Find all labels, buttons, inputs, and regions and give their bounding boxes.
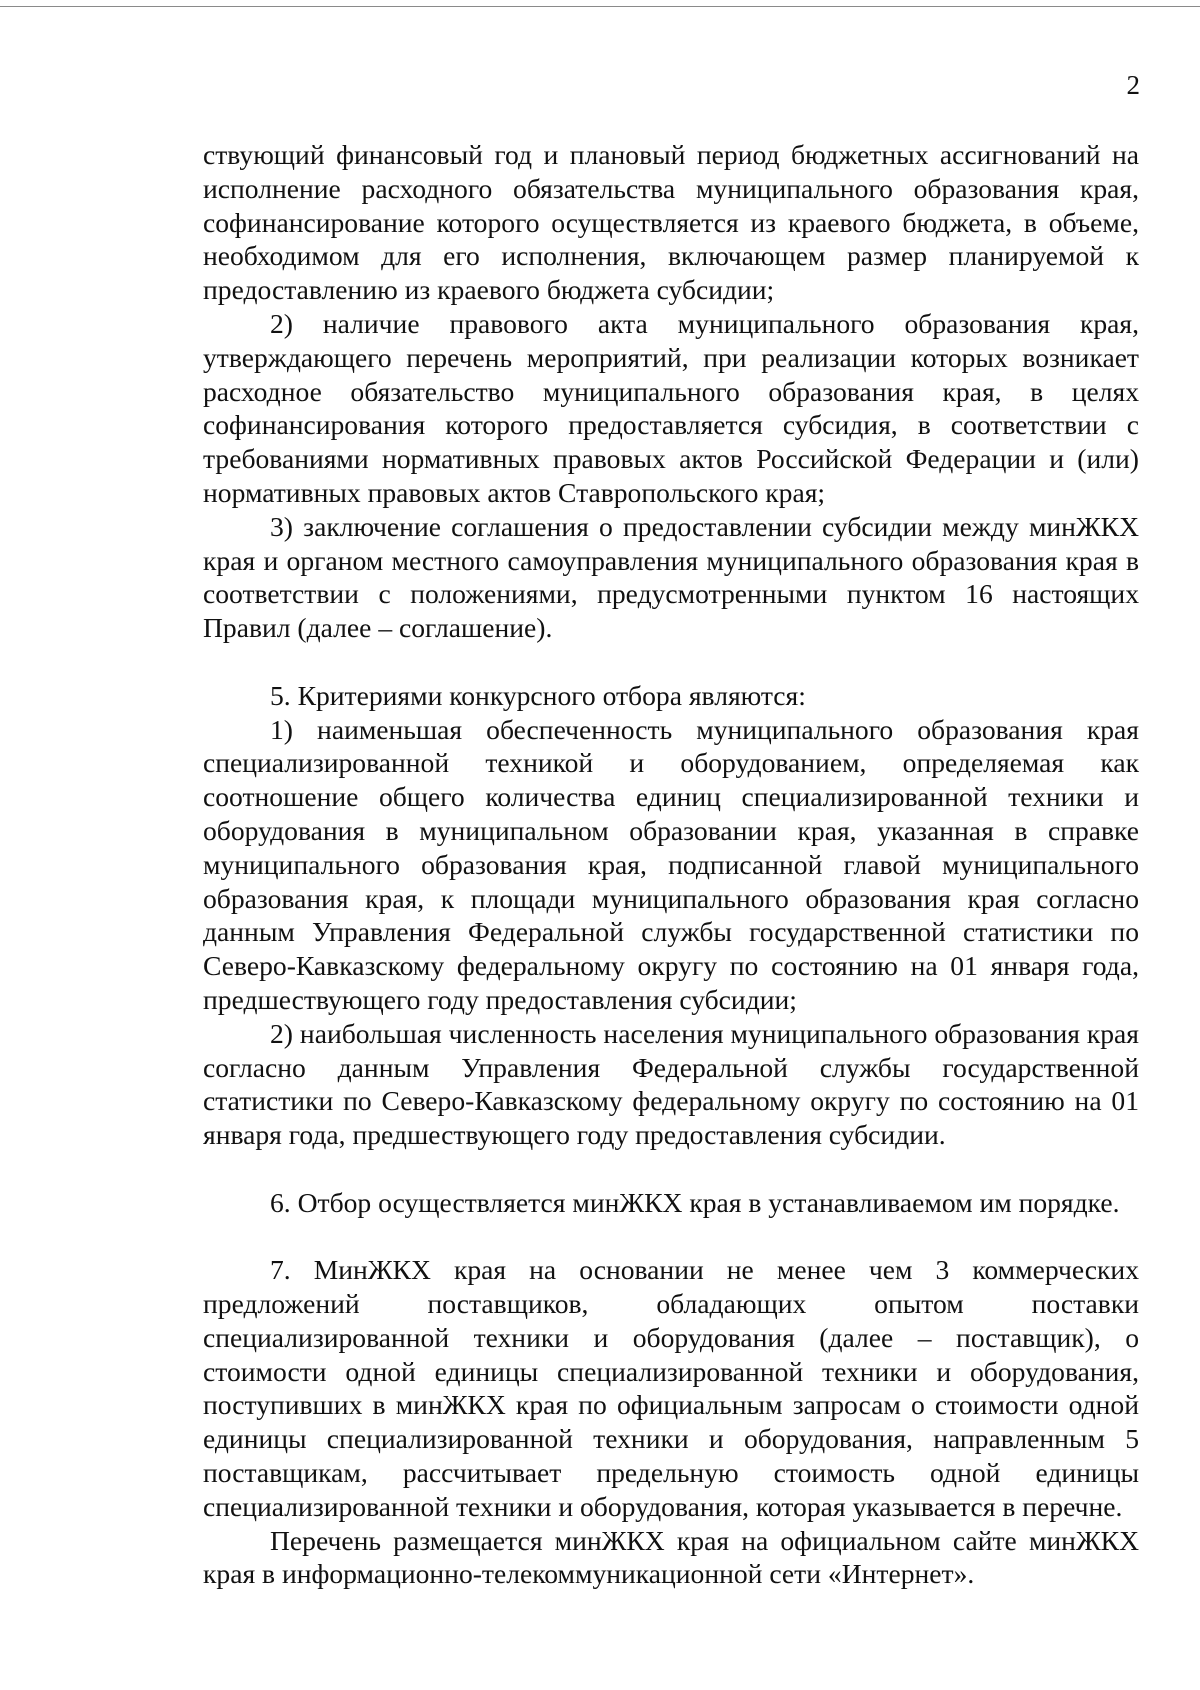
paragraph-section-7: 7. МинЖКХ края на основании не менее чем 3 коммерческих предложений поставщиков, обладающих опытом поставки специализированной техники и оборудования (далее – поставщик), о стоимости одной единицы специализированной техники и оборудования, поступивших в минЖКХ края по официальным запросам о стоимости одной единицы специализированной техники и оборудования, направленным 5 поставщикам, рассчитывает предельную стоимость одной единицы специализированной техники и оборудования, которая указывается в перечне. (203, 1254, 1139, 1522)
paragraph-continuation: ствующий финансовый год и плановый период бюджетных ассигнований на исполнение расходного обязательства муниципального образования края, софинансирование которого осуществляется из краевого бюджета, в объеме, необходимом для его исполнения, включающем размер планируемой к предоставлению из краевого бюджета субсидии; (203, 139, 1139, 306)
paragraph-item-4-2: 2) наличие правового акта муниципального образования края, утверждающего перечень мероприятий, при реализации которых возникает расходное обязательство муниципального образования края, в целях софинансирования которого предоставляется субсидия, в соответствии с требованиями нормативных правовых актов Российской Федерации и (или) нормативных правовых актов Ставропольского края; (203, 307, 1139, 508)
paragraph-section-7-list: Перечень размещается минЖКХ края на официальном сайте минЖКХ края в информационно-телекоммуникационной сети «Интернет». (203, 1524, 1139, 1590)
scan-edge-line (0, 6, 1200, 7)
paragraph-item-5-1: 1) наименьшая обеспеченность муниципального образования края специализированной техникой и оборудованием, определяемая как соотношение общего количества единиц специализированной техники и оборудования в муниципальном образовании края, указанная в справке муниципального образования края, подписанной главой муниципального образования края, к площади муниципального образования края согласно данным Управления Федеральной службы государственной статистики по Северо-Кавказскому федеральному округу по состоянию на 01 января года, предшествующего году предоставления субсидии; (203, 713, 1139, 1015)
page-number: 2 (1126, 70, 1140, 100)
paragraph-section-5: 5. Критериями конкурсного отбора являются: (270, 679, 806, 711)
paragraph-item-4-3: 3) заключение соглашения о предоставлении субсидии между минЖКХ края и органом местного самоуправления муниципального образования края в соответствии с положениями, предусмотренными пунктом 16 настоящих Правил (далее – соглашение). (203, 510, 1139, 644)
paragraph-item-5-2: 2) наибольшая численность населения муниципального образования края согласно данным Управления Федеральной службы государственной статистики по Северо-Кавказскому федеральному округу по состоянию на 01 января года, предшествующего году предоставления субсидии. (203, 1017, 1139, 1151)
document-body (203, 138, 1139, 1591)
paragraph-section-6: 6. Отбор осуществляется минЖКХ края в устанавливаемом им порядке. (270, 1186, 1120, 1218)
